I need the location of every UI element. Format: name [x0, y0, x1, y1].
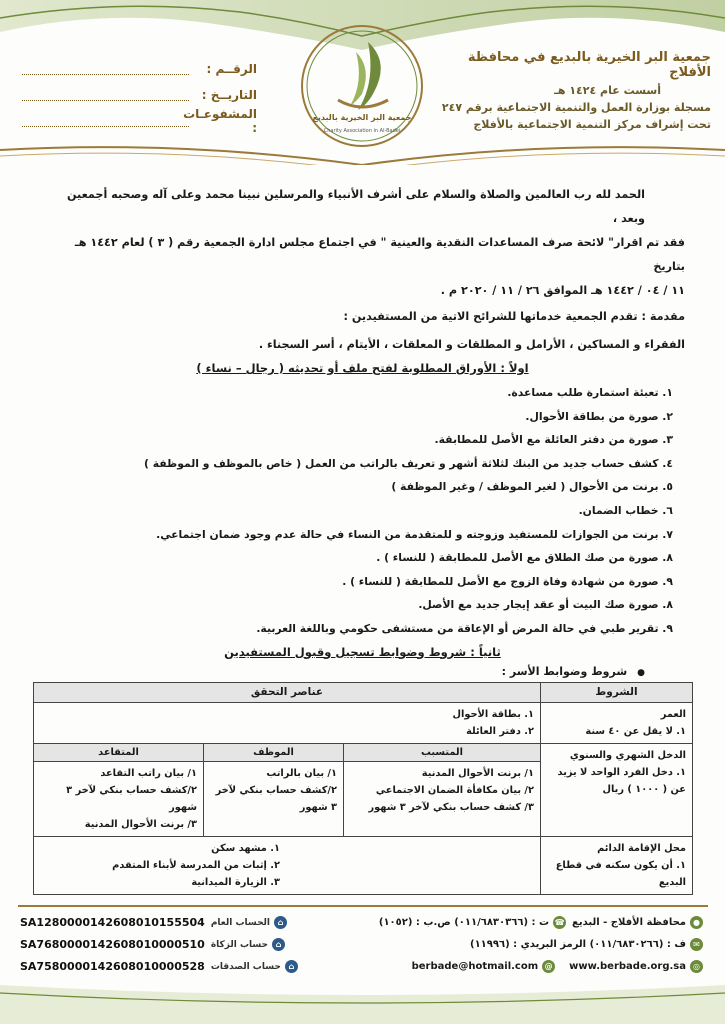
footer-location: محافظة الأفلاج - البديع [572, 917, 686, 928]
beneficiary-groups: الفقراء و المساكين ، الأرامل و المطلقات و المعلقات ، الأيتام ، أسر السجناء . [258, 338, 685, 351]
list-item: ٣. صورة من دفتر العائلة مع الأصل للمطابقة. [434, 433, 673, 447]
list-item: ٣/ برنت الأحوال المدنية [84, 818, 197, 830]
list-item: ١/ بيان راتب التقاعد [100, 767, 197, 779]
globe-icon: ◎ [690, 960, 703, 973]
list-item: ٣/ كشف حساب بنكي لآخر ٣ شهور [368, 801, 534, 813]
list-item: ١/ بيان بالراتب [266, 767, 337, 779]
retired-cell [34, 761, 204, 836]
conditions-header: الشروط [541, 682, 693, 702]
org-founded: أسست عام ١٤٢٤ هـ [554, 84, 661, 97]
residence-condition: ١. أن يكون سكنه في قطاع البديع [555, 859, 686, 888]
list-item: ٥. برنت من الأحوال ( لغير الموظف / وغير الموظفة ) [391, 480, 673, 494]
account-number: SA1280000142608010155504 [20, 916, 205, 929]
residence-verification-cell [34, 836, 541, 894]
employee-cell [204, 761, 344, 836]
ref-attachments-row [22, 108, 257, 134]
organization-logo [298, 22, 426, 150]
account-number: SA7680000142608010000510 [20, 938, 205, 951]
footer-web-row [412, 960, 703, 973]
list-item: ٢. إثبات من المدرسة لأبناء المتقدم [112, 859, 280, 871]
list-item: ٢/كشف حساب بنكي لآخر ٣ شهور [66, 784, 197, 813]
list-item: ٢. صورة من بطاقة الأحوال. [525, 409, 673, 423]
list-item: ٨. صورة من صك الطلاق مع الأصل للمطابقة ( للنساء ) . [376, 551, 673, 565]
fax-icon: ✉ [690, 938, 703, 951]
ref-number-line [22, 63, 189, 75]
document-body [40, 183, 685, 895]
residence-condition-cell [541, 836, 693, 894]
opening-paragraph: الحمد لله رب العالمين والصلاة والسلام على أشرف الأنبياء والمرسلين نبينا محمد وعلى آله وصحبه أجمعين وبعد ، [66, 188, 645, 225]
account-general-row [20, 916, 287, 929]
income-condition-cell [541, 743, 693, 836]
introduction: مقدمة : تقدم الجمعية خدماتها للشرائح الاتية من المستفيدين : [343, 310, 685, 323]
footer-location-row [379, 916, 703, 929]
logo-english: Charity Association in Al-Badei [323, 128, 401, 134]
account-label: الحساب العام [210, 917, 271, 928]
footer-phone: ت : (٠١١/٦٨٣٠٣٦٦) ص.ب : (١٠٥٢) [378, 917, 550, 928]
email-icon: @ [542, 960, 555, 973]
list-item: ١. مشهد سكن [211, 842, 280, 854]
logo-arabic: جمعية البر الخيرية بالبديع [312, 113, 412, 122]
footer-fax: ف : (٠١١/٦٨٣٠٢٦٦) الرمز البريدي : (١١٩٩٦) [469, 939, 686, 950]
age-verification-cell [34, 702, 541, 743]
footer-email[interactable]: berbade@hotmail.com [411, 961, 539, 972]
sub-head-employee: الموظف [204, 743, 344, 761]
ref-date-line [22, 89, 189, 101]
list-item: ٤. كشف حساب جديد من البنك لثلاثة أشهر و تعريف بالراتب من العمل ( خاص بالموظف و الموظفة ) [144, 456, 673, 470]
location-icon: ● [690, 916, 703, 929]
footer-website[interactable]: www.berbade.org.sa [569, 961, 686, 972]
family-conditions-heading: ● شروط وضوابط الأسر : [40, 665, 685, 678]
list-item: ١. تعبئة استمارة طلب مساعدة. [507, 386, 673, 399]
residence-condition-title: محل الإقامة الدائم [597, 842, 686, 854]
table-row [34, 702, 693, 743]
bank-icon: ⌂ [274, 916, 287, 929]
table-row [34, 743, 693, 761]
org-registration: مسجلة بوزارة العمل والتنمية الاجتماعية برقم ٢٤٧ [441, 101, 711, 114]
list-item: ١/ برنت الأحوال المدنية [421, 767, 534, 779]
age-verify-item: ٢. دفتر العائلة [466, 725, 534, 737]
account-zakat-row [20, 938, 285, 951]
footer-decoration [0, 975, 725, 1024]
sub-head-self-employed: المتسبب [344, 743, 541, 761]
org-name: جمعية البر الخيرية بالبديع في محافظة الأفلاج [467, 50, 711, 80]
reference-fields [22, 56, 257, 134]
ref-attachments-label: المشفوعـات : [183, 107, 257, 135]
self-employed-cell [344, 761, 541, 836]
ref-number-label: الرقــم : [206, 62, 257, 76]
list-item: ٧. برنت من الجوازات للمستفيد وزوجته و للمتقدمة من النساء في حالة عدم وجود ضمان اجتماعي. [156, 527, 673, 541]
footer-divider [18, 905, 708, 907]
verification-header: عناصر التحقق [34, 682, 541, 702]
bank-icon: ⌂ [285, 960, 298, 973]
organization-info [431, 50, 711, 131]
age-condition: ١. لا يقل عن ٤٠ سنة [585, 725, 686, 737]
list-item: ٦. خطاب الضمان. [578, 503, 673, 517]
list-item: ٢/كشف حساب بنكي لآخر ٣ شهور [215, 784, 337, 813]
approval-date: ١١ / ٠٤ / ١٤٤٢ هـ الموافق ٢٦ / ١١ / ٢٠٢٠ م . [440, 284, 685, 297]
letterhead [0, 0, 725, 165]
table-row [34, 836, 693, 894]
list-item: ٢/ بيان مكافأة الضمان الاجتماعي [375, 784, 534, 796]
org-supervision: تحت إشراف مركز التنمية الاجتماعية بالأفلاج [473, 118, 711, 131]
approval-paragraph: فقد تم اقرار" لائحة صرف المساعدات النقدية والعينية " في اجتماع مجلس ادارة الجمعية رقم ( ٣ ) لعام ١٤٤٢ هـ بتاريخ [74, 236, 685, 273]
list-item: ٨. صورة صك البيت أو عقد إيجار جديد مع الأصل. [418, 598, 673, 612]
list-item: ٩. تقرير طبي في حالة المرض أو الإعاقة من مستشفى حكومي وباللغة العربية. [256, 621, 673, 635]
list-item: ٩. صورة من شهادة وفاة الزوج مع الأصل للمطابقة ( للنساء ) . [342, 574, 673, 588]
age-verify-item: ١. بطاقة الأحوال [452, 708, 534, 720]
bank-icon: ⌂ [272, 938, 285, 951]
ref-date-label: التاريــخ : [201, 88, 257, 102]
footer-fax-row [470, 938, 703, 951]
sub-head-retired: المتقاعد [34, 743, 204, 761]
list-item: ٣. الزيارة الميدانية [191, 876, 280, 888]
ref-number-row [22, 56, 257, 82]
table-header-row [34, 682, 693, 702]
account-number: SA7580000142608010000528 [20, 960, 205, 973]
ref-date-row [22, 82, 257, 108]
footer [0, 910, 725, 980]
income-condition-title: الدخل الشهري والسنوي [569, 749, 686, 761]
phone-icon: ☎ [554, 918, 565, 927]
account-label: حساب الصدقات [210, 961, 281, 972]
age-condition-title: العمر [660, 708, 686, 720]
ref-attachments-line [22, 115, 189, 127]
account-charity-row [20, 960, 298, 973]
income-condition: ١. دخل الفرد الواحد لا يزيد عن ( ١٠٠٠ ) ريال [557, 766, 686, 795]
account-label: حساب الزكاة [210, 939, 269, 950]
section1-title: اولاً : الأوراق المطلوبة لفتح ملف أو تحديثه ( رجال – نساء ) [196, 361, 529, 375]
age-condition-cell [541, 702, 693, 743]
required-documents-list [40, 381, 685, 641]
conditions-table [33, 682, 693, 895]
section2-title: ثانياً : شروط وضوابط تسجيل وقبول المستفيدين [224, 644, 501, 659]
